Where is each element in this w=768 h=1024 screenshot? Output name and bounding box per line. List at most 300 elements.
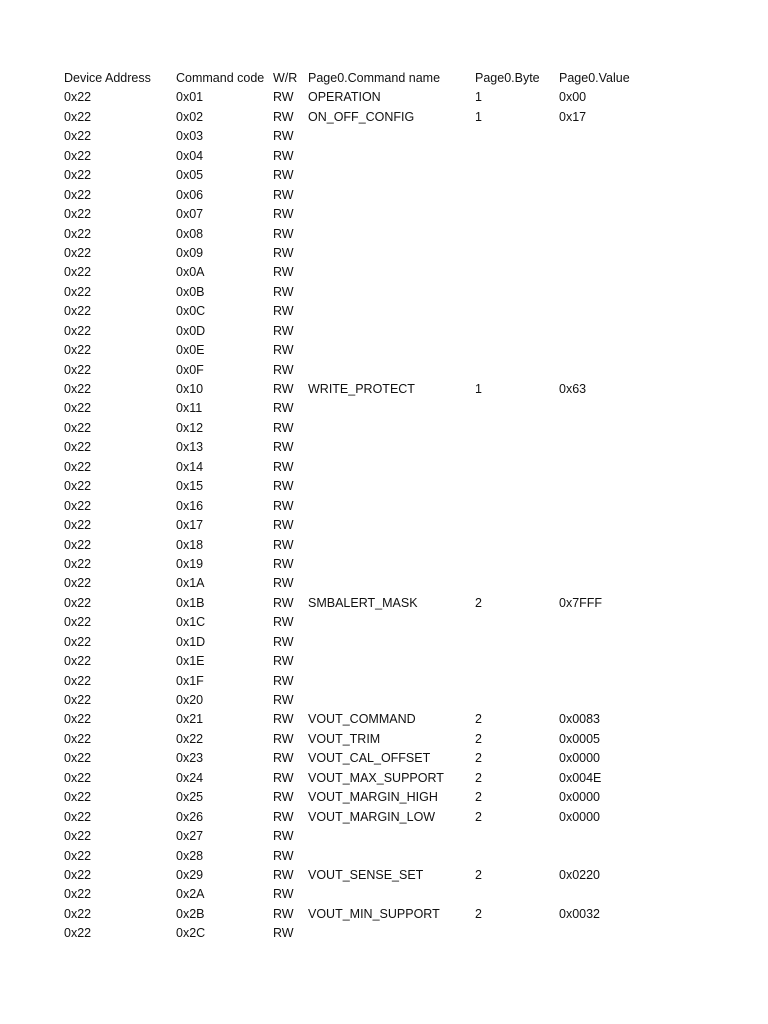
device-address-cell: 0x22 [64,712,92,727]
table-body [64,88,704,943]
byte-cell: 2 [475,751,482,766]
wr-cell: RW [273,401,294,416]
value-cell: 0x17 [559,109,587,124]
command-code-cell: 0x08 [176,226,204,241]
table-row [64,438,704,457]
value-cell [559,361,639,380]
device-address-cell: 0x22 [64,887,92,902]
byte-cell: 1 [475,109,482,124]
table-row [64,147,704,166]
wr-cell: RW [273,245,294,260]
command-name-cell [308,536,475,555]
value-cell [559,225,639,244]
command-name-cell [308,322,475,341]
register-table [64,69,704,944]
command-code-cell: 0x11 [176,401,203,416]
wr-cell: RW [273,148,294,163]
byte-cell [475,574,559,593]
wr-cell: RW [273,790,294,805]
value-cell: 0x7FFF [559,595,603,610]
command-name-cell: VOUT_TRIM [308,731,381,746]
command-name-cell [308,924,475,943]
wr-cell: RW [273,187,294,202]
header-byte: Page0.Byte [475,71,540,85]
byte-cell [475,225,559,244]
table-row [64,341,704,360]
command-code-cell: 0x28 [176,848,204,863]
table-row [64,788,704,807]
table-row [64,127,704,146]
device-address-cell: 0x22 [64,518,92,533]
wr-cell: RW [273,284,294,299]
value-cell: 0x0000 [559,790,601,805]
table-row [64,244,704,263]
wr-cell: RW [273,479,294,494]
wr-cell: RW [273,673,294,688]
value-cell [559,186,639,205]
value-cell [559,847,639,866]
byte-cell [475,633,559,652]
wr-cell: RW [273,926,294,941]
table-row [64,186,704,205]
value-cell: 0x00 [559,90,587,105]
byte-cell [475,691,559,710]
table-row [64,108,704,127]
command-name-cell: ON_OFF_CONFIG [308,109,415,124]
command-name-cell [308,361,475,380]
byte-cell: 2 [475,809,482,824]
command-code-cell: 0x16 [176,498,204,513]
header-value: Page0.Value [559,71,630,85]
table-row [64,866,704,885]
table-row [64,555,704,574]
table-row [64,458,704,477]
device-address-cell: 0x22 [64,790,92,805]
command-code-cell: 0x10 [176,382,204,396]
wr-cell: RW [273,362,294,377]
device-address-cell: 0x22 [64,207,92,222]
command-name-cell [308,633,475,652]
wr-cell: RW [273,382,294,396]
device-address-cell: 0x22 [64,459,92,474]
command-code-cell: 0x1E [176,654,205,669]
device-address-cell: 0x22 [64,148,92,163]
byte-cell [475,166,559,185]
device-address-cell: 0x22 [64,265,92,280]
device-address-cell: 0x22 [64,245,92,260]
command-code-cell: 0x12 [176,420,204,435]
device-address-cell: 0x22 [64,420,92,435]
command-name-cell: VOUT_MARGIN_LOW [308,809,436,824]
wr-cell: RW [273,751,294,766]
device-address-cell: 0x22 [64,615,92,630]
command-name-cell: OPERATION [308,90,381,105]
command-name-cell [308,847,475,866]
command-code-cell: 0x01 [176,90,204,105]
value-cell [559,458,639,477]
command-code-cell: 0x18 [176,537,204,552]
wr-cell: RW [273,498,294,513]
byte-cell [475,302,559,321]
device-address-cell: 0x22 [64,401,92,416]
device-address-cell: 0x22 [64,187,92,202]
table-row [64,361,704,380]
byte-cell [475,555,559,574]
command-code-cell: 0x09 [176,245,204,260]
byte-cell [475,497,559,516]
wr-cell: RW [273,207,294,222]
table-row [64,749,704,768]
command-name-cell [308,127,475,146]
device-address-cell: 0x22 [64,809,92,824]
table-row [64,672,704,691]
device-address-cell: 0x22 [64,362,92,377]
table-row [64,205,704,224]
device-address-cell: 0x22 [64,576,92,591]
command-name-cell [308,302,475,321]
value-cell [559,885,639,904]
command-name-cell [308,244,475,263]
table-row [64,769,704,788]
command-name-cell: SMBALERT_MASK [308,595,418,610]
byte-cell [475,458,559,477]
command-code-cell: 0x23 [176,751,204,766]
device-address-cell: 0x22 [64,90,92,105]
value-cell: 0x0032 [559,906,601,921]
byte-cell: 2 [475,731,482,746]
byte-cell [475,186,559,205]
device-address-cell: 0x22 [64,323,92,338]
command-code-cell: 0x0B [176,284,205,299]
wr-cell: RW [273,265,294,280]
command-code-cell: 0x06 [176,187,204,202]
command-code-cell: 0x04 [176,148,204,163]
table-row [64,827,704,846]
device-address-cell: 0x22 [64,556,92,571]
table-row [64,497,704,516]
device-address-cell: 0x22 [64,382,92,396]
device-address-cell: 0x22 [64,848,92,863]
value-cell [559,283,639,302]
command-code-cell: 0x03 [176,129,204,144]
header-device-address: Device Address [64,71,151,85]
table-row [64,380,704,399]
command-name-cell [308,652,475,671]
device-address-cell: 0x22 [64,770,92,785]
wr-cell: RW [273,634,294,649]
command-name-cell [308,225,475,244]
command-name-cell [308,477,475,496]
wr-cell: RW [273,906,294,921]
byte-cell [475,341,559,360]
device-address-cell: 0x22 [64,731,92,746]
command-code-cell: 0x1D [176,634,206,649]
wr-cell: RW [273,576,294,591]
command-code-cell: 0x0A [176,265,205,280]
byte-cell [475,613,559,632]
command-code-cell: 0x0F [176,362,204,377]
byte-cell: 2 [475,790,482,805]
command-name-cell: VOUT_COMMAND [308,712,416,727]
device-address-cell: 0x22 [64,693,92,707]
wr-cell: RW [273,537,294,552]
command-name-cell [308,574,475,593]
table-row [64,710,704,729]
wr-cell: RW [273,343,294,358]
command-code-cell: 0x29 [176,867,204,882]
command-name-cell [308,827,475,846]
command-code-cell: 0x0C [176,304,206,319]
byte-cell: 2 [475,867,482,882]
table-row [64,847,704,866]
wr-cell: RW [273,518,294,533]
command-name-cell [308,205,475,224]
command-name-cell: WRITE_PROTECT [308,382,415,396]
device-address-cell: 0x22 [64,109,92,124]
value-cell [559,827,639,846]
device-address-cell: 0x22 [64,226,92,241]
table-row [64,924,704,943]
command-name-cell [308,458,475,477]
byte-cell [475,438,559,457]
table-row [64,322,704,341]
table-row [64,885,704,904]
value-cell [559,302,639,321]
command-name-cell [308,186,475,205]
command-name-cell [308,341,475,360]
command-name-cell [308,516,475,535]
table-row [64,225,704,244]
value-cell [559,691,639,710]
device-address-cell: 0x22 [64,654,92,669]
command-code-cell: 0x20 [176,693,204,707]
device-address-cell: 0x22 [64,537,92,552]
byte-cell [475,244,559,263]
byte-cell [475,672,559,691]
command-code-cell: 0x05 [176,168,204,183]
value-cell [559,672,639,691]
command-code-cell: 0x21 [176,712,204,727]
table-row [64,574,704,593]
command-name-cell [308,147,475,166]
command-name-cell [308,419,475,438]
byte-cell [475,847,559,866]
value-cell [559,263,639,282]
value-cell: 0x0220 [559,867,601,882]
byte-cell [475,399,559,418]
byte-cell [475,477,559,496]
wr-cell: RW [273,887,294,902]
device-address-cell: 0x22 [64,304,92,319]
table-row [64,905,704,924]
byte-cell: 2 [475,906,482,921]
value-cell: 0x63 [559,382,587,396]
command-code-cell: 0x15 [176,479,204,494]
byte-cell: 2 [475,595,482,610]
value-cell: 0x0000 [559,751,601,766]
table-row [64,536,704,555]
device-address-cell: 0x22 [64,634,92,649]
device-address-cell: 0x22 [64,168,92,183]
byte-cell [475,652,559,671]
command-name-cell [308,497,475,516]
wr-cell: RW [273,323,294,338]
table-row [64,633,704,652]
device-address-cell: 0x22 [64,751,92,766]
value-cell [559,516,639,535]
header-row [64,69,704,88]
wr-cell: RW [273,595,294,610]
command-code-cell: 0x17 [176,518,204,533]
value-cell [559,497,639,516]
table-row [64,594,704,613]
value-cell [559,652,639,671]
device-address-cell: 0x22 [64,479,92,494]
command-name-cell [308,613,475,632]
value-cell [559,147,639,166]
device-address-cell: 0x22 [64,926,92,941]
value-cell [559,166,639,185]
command-code-cell: 0x25 [176,790,204,805]
wr-cell: RW [273,556,294,571]
command-code-cell: 0x2A [176,887,205,902]
command-code-cell: 0x02 [176,109,204,124]
command-name-cell: VOUT_CAL_OFFSET [308,751,431,766]
table-row [64,302,704,321]
device-address-cell: 0x22 [64,498,92,513]
value-cell [559,205,639,224]
table-row [64,399,704,418]
header-wr: W/R [273,71,298,85]
byte-cell [475,536,559,555]
command-name-cell: VOUT_SENSE_SET [308,867,424,882]
command-name-cell: VOUT_MIN_SUPPORT [308,906,440,921]
command-code-cell: 0x22 [176,731,204,746]
wr-cell: RW [273,420,294,435]
device-address-cell: 0x22 [64,906,92,921]
byte-cell [475,827,559,846]
device-address-cell: 0x22 [64,829,92,844]
value-cell [559,555,639,574]
device-address-cell: 0x22 [64,595,92,610]
byte-cell [475,205,559,224]
command-code-cell: 0x0D [176,323,206,338]
wr-cell: RW [273,809,294,824]
wr-cell: RW [273,304,294,319]
value-cell [559,438,639,457]
command-code-cell: 0x2B [176,906,205,921]
command-name-cell: VOUT_MARGIN_HIGH [308,790,438,805]
value-cell [559,574,639,593]
device-address-cell: 0x22 [64,440,92,455]
wr-cell: RW [273,459,294,474]
command-name-cell [308,263,475,282]
value-cell [559,477,639,496]
command-name-cell [308,166,475,185]
value-cell [559,127,639,146]
table-row [64,419,704,438]
wr-cell: RW [273,770,294,785]
byte-cell: 1 [475,90,482,105]
command-name-cell [308,283,475,302]
value-cell [559,924,639,943]
device-address-cell: 0x22 [64,284,92,299]
value-cell [559,399,639,418]
byte-cell: 1 [475,382,482,396]
header-command-name: Page0.Command name [308,71,441,85]
table-row [64,283,704,302]
command-name-cell [308,555,475,574]
value-cell: 0x0005 [559,731,601,746]
value-cell [559,613,639,632]
command-code-cell: 0x2C [176,926,206,941]
value-cell: 0x0000 [559,809,601,824]
byte-cell: 2 [475,712,482,727]
device-address-cell: 0x22 [64,867,92,882]
value-cell [559,322,639,341]
table-row [64,613,704,632]
device-address-cell: 0x22 [64,673,92,688]
wr-cell: RW [273,129,294,144]
byte-cell [475,322,559,341]
command-code-cell: 0x1F [176,673,204,688]
value-cell [559,633,639,652]
byte-cell: 2 [475,770,482,785]
byte-cell [475,283,559,302]
command-code-cell: 0x26 [176,809,204,824]
byte-cell [475,419,559,438]
wr-cell: RW [273,109,294,124]
value-cell [559,341,639,360]
wr-cell: RW [273,693,294,707]
value-cell [559,419,639,438]
byte-cell [475,263,559,282]
command-code-cell: 0x0E [176,343,205,358]
value-cell: 0x004E [559,770,602,785]
byte-cell [475,885,559,904]
wr-cell: RW [273,90,294,105]
wr-cell: RW [273,440,294,455]
table-row [64,691,704,710]
command-name-cell [308,399,475,418]
table-row [64,516,704,535]
byte-cell [475,147,559,166]
device-address-cell: 0x22 [64,343,92,358]
command-name-cell: VOUT_MAX_SUPPORT [308,770,444,785]
command-code-cell: 0x13 [176,440,204,455]
wr-cell: RW [273,867,294,882]
wr-cell: RW [273,731,294,746]
device-address-cell: 0x22 [64,129,92,144]
wr-cell: RW [273,226,294,241]
command-name-cell [308,672,475,691]
value-cell [559,244,639,263]
wr-cell: RW [273,848,294,863]
table-row [64,166,704,185]
command-code-cell: 0x27 [176,829,204,844]
value-cell: 0x0083 [559,712,601,727]
wr-cell: RW [273,829,294,844]
byte-cell [475,924,559,943]
command-name-cell [308,438,475,457]
command-code-cell: 0x1B [176,595,205,610]
byte-cell [475,127,559,146]
command-code-cell: 0x14 [176,459,204,474]
command-name-cell [308,885,475,904]
command-code-cell: 0x07 [176,207,204,222]
value-cell [559,536,639,555]
command-code-cell: 0x19 [176,556,204,571]
